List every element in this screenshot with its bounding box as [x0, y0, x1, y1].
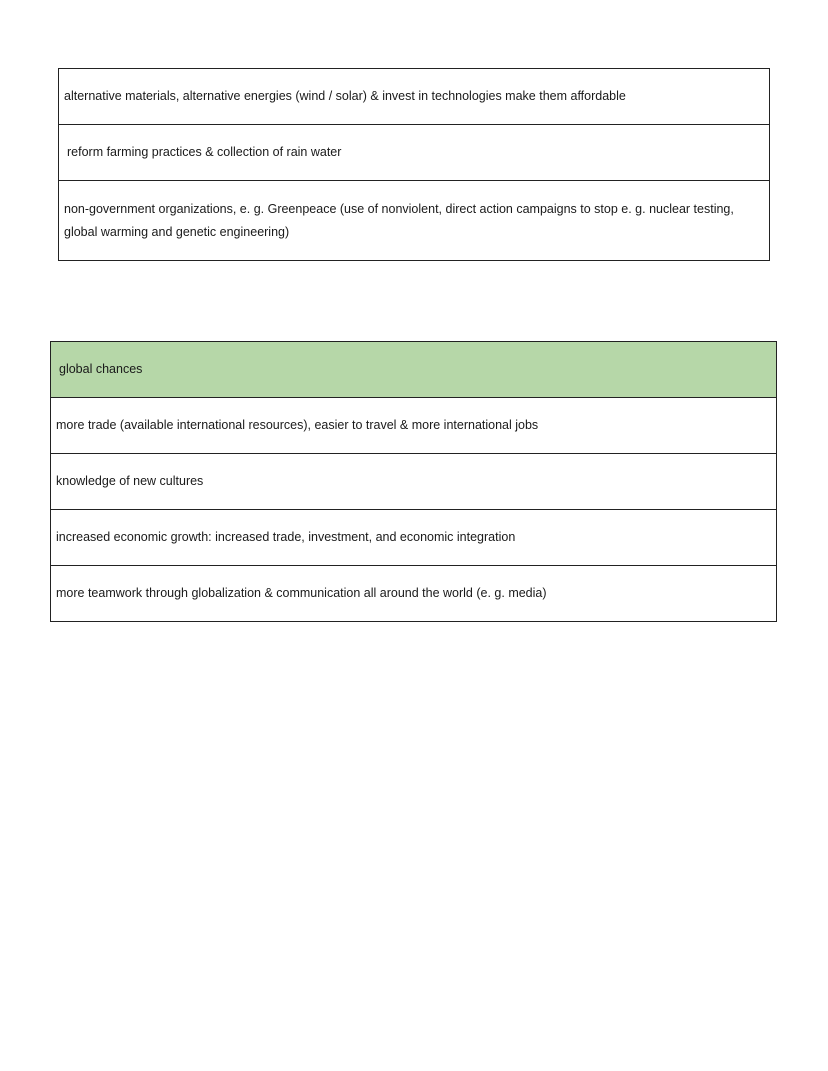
table-cell: [59, 181, 770, 261]
table-row: [51, 566, 777, 622]
cell-text: more teamwork through globalization & communication all around the world (e. g. media): [56, 586, 547, 600]
table-cell: [51, 566, 777, 622]
global-chances-table: [50, 341, 777, 622]
cell-text: alternative materials, alternative energies (wind / solar) & invest in technologies make them affordable: [64, 89, 626, 103]
table-row: [51, 398, 777, 454]
table-cell: [51, 510, 777, 566]
cell-text: non-government organizations, e. g. Greenpeace (use of nonviolent, direct action campaigns to stop e. g. nuclear testing, global warming and genetic engineering): [64, 201, 734, 239]
cell-text: knowledge of new cultures: [56, 474, 204, 488]
cell-text: more trade (available international resources), easier to travel & more international jobs: [56, 418, 539, 432]
cell-text: reform farming practices & collection of rain water: [67, 145, 342, 159]
table-row: [51, 454, 777, 510]
table-cell: [51, 454, 777, 510]
table-row: [59, 125, 770, 181]
table-row: [51, 510, 777, 566]
table-header-text: global chances: [59, 362, 143, 376]
cell-text: increased economic growth: increased trade, investment, and economic integration: [56, 530, 516, 544]
table-cell: [59, 125, 770, 181]
table-header-row: [51, 342, 777, 398]
table-row: [59, 69, 770, 125]
table-row: [59, 181, 770, 261]
table-header-cell: [51, 342, 777, 398]
table-cell: [59, 69, 770, 125]
solutions-table: [58, 68, 770, 261]
table-cell: [51, 398, 777, 454]
